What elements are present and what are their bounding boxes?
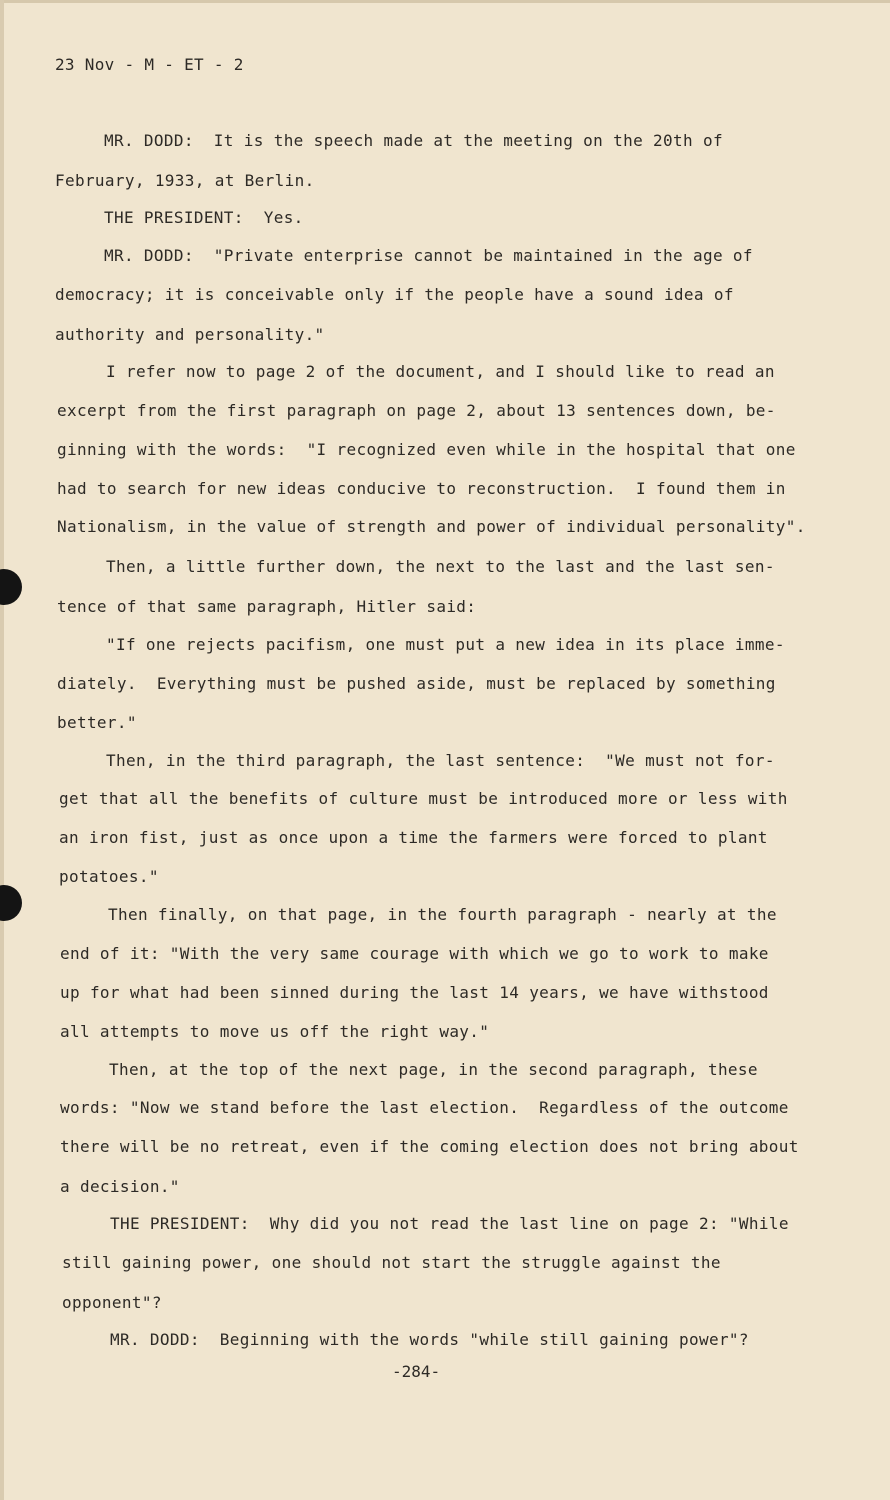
text-line: February, 1933, at Berlin. xyxy=(55,171,315,190)
text-line: better." xyxy=(57,713,137,732)
text-line: excerpt from the first paragraph on page 2, about 13 sentences down, be- xyxy=(57,401,776,420)
text-line: tence of that same paragraph, Hitler said: xyxy=(57,597,477,616)
text-line: Then, a little further down, the next to the last and the last sen- xyxy=(106,557,775,576)
text-line: MR. DODD: It is the speech made at the meeting on the 20th of xyxy=(104,131,723,150)
text-line: had to search for new ideas conducive to reconstruction. I found them in xyxy=(57,479,786,498)
text-line: democracy; it is conceivable only if the people have a sound idea of xyxy=(55,285,734,304)
text-line: get that all the benefits of culture must be introduced more or less with xyxy=(59,789,788,808)
page-number: -284- xyxy=(392,1362,441,1381)
punch-hole xyxy=(0,885,22,921)
text-line: authority and personality." xyxy=(55,325,325,344)
text-line: diately. Everything must be pushed aside, must be replaced by something xyxy=(57,674,776,693)
page-header: 23 Nov - M - ET - 2 xyxy=(55,55,244,74)
text-line: there will be no retreat, even if the coming election does not bring about xyxy=(60,1137,799,1156)
text-line: I refer now to page 2 of the document, and I should like to read an xyxy=(106,362,775,381)
punch-hole xyxy=(0,569,22,605)
text-line: ginning with the words: "I recognized even while in the hospital that one xyxy=(57,440,796,459)
text-line: THE PRESIDENT: Why did you not read the last line on page 2: "While xyxy=(110,1214,789,1233)
text-line: Then, at the top of the next page, in the second paragraph, these xyxy=(109,1060,758,1079)
text-line: end of it: "With the very same courage with which we go to work to make xyxy=(60,944,769,963)
text-line: Then finally, on that page, in the fourth paragraph - nearly at the xyxy=(108,905,777,924)
text-line: "If one rejects pacifism, one must put a new idea in its place imme- xyxy=(106,635,785,654)
page-left-edge xyxy=(0,0,4,1500)
text-line: words: "Now we stand before the last election. Regardless of the outcome xyxy=(60,1098,789,1117)
text-line: up for what had been sinned during the last 14 years, we have withstood xyxy=(60,983,769,1002)
text-line: a decision." xyxy=(60,1177,180,1196)
text-line: an iron fist, just as once upon a time the farmers were forced to plant xyxy=(59,828,768,847)
text-line: MR. DODD: Beginning with the words "while still gaining power"? xyxy=(110,1330,749,1349)
text-line: still gaining power, one should not start the struggle against the xyxy=(62,1253,721,1272)
page-top-edge xyxy=(0,0,890,3)
text-line: all attempts to move us off the right way." xyxy=(60,1022,490,1041)
text-line: Nationalism, in the value of strength and power of individual personality". xyxy=(57,517,806,536)
text-line: THE PRESIDENT: Yes. xyxy=(104,208,304,227)
text-line: opponent"? xyxy=(62,1293,162,1312)
text-line: MR. DODD: "Private enterprise cannot be maintained in the age of xyxy=(104,246,753,265)
text-line: Then, in the third paragraph, the last sentence: "We must not for- xyxy=(106,751,775,770)
text-line: potatoes." xyxy=(59,867,159,886)
